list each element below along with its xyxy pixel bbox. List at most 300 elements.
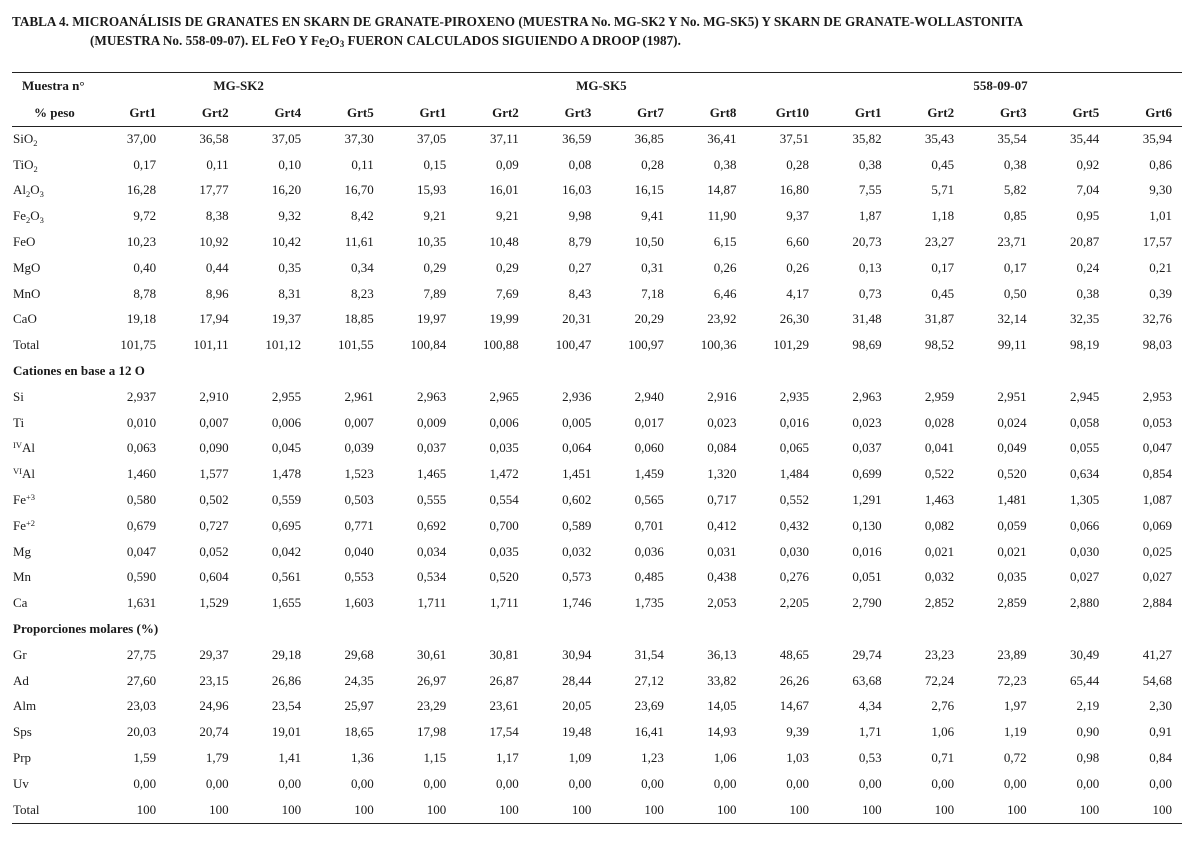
table-cell: 1,603 [344,595,374,611]
table-row [12,178,1182,204]
table-cell: 1,631 [126,595,157,611]
table-cell: 2,936 [562,388,592,404]
table-cell: 10,48 [489,234,519,250]
cation-label [12,461,94,487]
table-cell: 8,96 [205,285,229,301]
table-cell: 20,05 [562,698,592,714]
table-cell: 0,44 [205,259,229,275]
table-cell: 0,35 [278,259,302,275]
table-row [12,332,1182,358]
table-cell: 1,523 [344,466,374,482]
table-cell: 0,679 [126,517,157,533]
table-cell: 0,29 [496,259,519,275]
section-title-proportions: Proporciones molares (%) [13,621,159,637]
table-cell: 0,26 [786,259,810,275]
table-cell: 0,09 [496,156,519,172]
table-cell: 0,060 [634,440,664,456]
table-cell: 0,854 [1142,466,1172,482]
cation-label [12,410,94,436]
table-cell: 0,042 [271,543,302,559]
table-cell: 1,481 [997,492,1027,508]
table-cell: 0,047 [126,543,157,559]
table-cell: 0,032 [924,569,955,585]
table-row [12,668,1182,694]
table-cell: 30,94 [562,646,592,662]
table-cell: 1,41 [278,750,302,766]
table-cell: 9,72 [133,208,157,224]
table-row [12,229,1182,255]
table-row [12,255,1182,281]
table-cell: 24,35 [344,672,374,688]
table-cell: 0,38 [858,156,882,172]
table-cell: 1,36 [350,750,374,766]
table-cell: 98,52 [924,337,955,353]
oxide-symbol: TiO [13,156,34,172]
table-row [12,281,1182,307]
column-header: Grt3 [564,104,592,120]
table-cell: 1,71 [858,724,882,740]
table-cell: 20,74 [199,724,229,740]
table-cell: 0,90 [1076,724,1100,740]
table-cell: 0,00 [496,775,519,791]
column-header: Grt5 [346,104,374,120]
table-cell: 100 [571,801,592,817]
table-cell: 23,71 [997,234,1027,250]
table-cell: 0,047 [1142,440,1172,456]
table-row [12,745,1182,771]
table-cell: 30,81 [489,646,519,662]
table-cell: 100 [644,801,664,817]
table-cell: 0,727 [199,517,229,533]
table-cell: 1,465 [417,466,447,482]
table-cell: 0,10 [278,156,302,172]
table-row [12,203,1182,229]
table-body [12,72,1182,823]
column-header: Grt1 [419,104,447,120]
table-row [12,487,1182,513]
table-cell: 0,023 [707,414,737,430]
table-cell: 10,35 [417,234,447,250]
table-cell: 32,76 [1142,311,1172,327]
table-cell: 100 [136,801,157,817]
table-cell: 9,39 [786,724,810,740]
table-cell: 35,44 [1069,130,1100,146]
oxide-label [12,332,94,358]
table-cell: 18,65 [344,724,374,740]
table-cell: 20,29 [634,311,664,327]
cation-label [12,384,94,410]
cation-label [12,436,94,462]
table-cell: 2,965 [489,388,519,404]
table-cell: 2,945 [1069,388,1100,404]
table-cell: 17,54 [489,724,519,740]
table-cell: 35,54 [997,130,1027,146]
table-cell: 0,590 [126,569,157,585]
table-cell: 6,15 [713,234,737,250]
table-cell: 0,604 [199,569,229,585]
table-cell: 1,320 [707,466,737,482]
table-cell: 1,459 [634,466,664,482]
table-cell: 0,699 [852,466,882,482]
table-cell: 37,05 [271,130,302,146]
table-cell: 18,85 [344,311,374,327]
oxide-symbol: MgO [13,259,41,275]
table-cell: 100 [862,801,882,817]
table-cell: 1,87 [858,208,882,224]
table-row [12,797,1182,823]
table-cell: 100,36 [700,337,737,353]
table-cell: 0,580 [126,492,157,508]
section-row-proportions [12,616,1182,642]
table-cell: 100 [354,801,374,817]
table-cell: 101,55 [337,337,374,353]
table-cell: 0,00 [786,775,810,791]
table-cell: 0,00 [205,775,229,791]
oxide-subscript: 2 [26,189,31,200]
table-cell: 14,93 [707,724,737,740]
table-cell: 0,007 [344,414,374,430]
table-row [12,126,1182,152]
table-cell: 100 [209,801,229,817]
table-cell: 26,30 [779,311,810,327]
table-cell: 0,00 [931,775,955,791]
table-cell: 100 [1152,801,1172,817]
table-cell: 1,577 [199,466,229,482]
table-cell: 26,97 [417,672,447,688]
header-row-columns [12,99,1182,126]
valence-superscript: +3 [26,492,36,503]
table-cell: 0,692 [417,517,447,533]
table-cell: 0,554 [489,492,519,508]
table-cell: 31,48 [852,311,882,327]
table-cell: 36,59 [562,130,592,146]
table-cell: 2,859 [997,595,1027,611]
table-cell: 0,006 [489,414,519,430]
table-cell: 0,72 [1003,750,1027,766]
table-cell: 0,017 [634,414,664,430]
table-cell: 16,01 [489,182,519,198]
table-cell: 0,11 [351,156,374,172]
table-cell: 8,43 [568,285,592,301]
table-cell: 2,935 [779,388,810,404]
table-cell: 0,438 [707,569,737,585]
table-cell: 2,961 [344,388,374,404]
table-cell: 19,37 [271,311,302,327]
table-cell: 19,99 [489,311,519,327]
table-cell: 37,11 [490,130,519,146]
table-cell: 54,68 [1142,672,1172,688]
table-cell: 10,42 [271,234,302,250]
table-cell: 0,553 [344,569,374,585]
table-cell: 9,21 [496,208,519,224]
table-cell: 0,016 [779,414,810,430]
table-cell: 20,87 [1069,234,1100,250]
table-cell: 100 [1007,801,1027,817]
table-cell: 2,884 [1142,595,1172,611]
table-cell: 72,24 [924,672,955,688]
table-cell: 16,20 [271,182,302,198]
oxide-symbol: Total [13,337,40,353]
endmember-label: Total [13,801,40,817]
table-row [12,565,1182,591]
endmember-label: Uv [13,775,29,791]
table-cell: 19,01 [271,724,302,740]
table-cell: 1,15 [423,750,447,766]
table-cell: 23,29 [417,698,447,714]
oxide-subscript-2: 3 [39,215,44,226]
table-cell: 0,00 [1003,775,1027,791]
table-cell: 16,41 [634,724,664,740]
table-cell: 0,86 [1149,156,1172,172]
table-bottom-rule [12,823,1182,824]
table-row [12,513,1182,539]
table-cell: 16,70 [344,182,374,198]
table-cell: 0,032 [562,543,592,559]
table-cell: 0,063 [126,440,157,456]
table-cell: 15,93 [417,182,447,198]
table-cell: 0,565 [634,492,664,508]
table-cell: 0,26 [713,259,737,275]
table-cell: 0,034 [417,543,447,559]
table-cell: 1,23 [641,750,664,766]
table-cell: 1,79 [205,750,229,766]
table-cell: 0,027 [1069,569,1100,585]
table-cell: 2,880 [1069,595,1100,611]
table-cell: 100 [426,801,447,817]
table-cell: 29,68 [344,646,374,662]
table-cell: 10,50 [634,234,664,250]
table-cell: 37,00 [126,130,157,146]
table-cell: 0,11 [206,156,229,172]
column-header: Grt1 [129,104,157,120]
table-cell: 0,021 [924,543,955,559]
table-cell: 0,059 [997,517,1027,533]
cation-label [12,565,94,591]
table-cell: 0,412 [707,517,737,533]
table-cell: 0,503 [344,492,374,508]
cation-symbol: Ca [13,595,28,611]
table-cell: 1,655 [271,595,302,611]
oxide-subscript: 2 [33,163,38,174]
table-cell: 30,49 [1069,646,1100,662]
table-cell: 1,291 [852,492,882,508]
table-cell: 23,23 [924,646,955,662]
table-cell: 0,08 [568,156,592,172]
table-caption [12,12,1182,50]
table-cell: 29,74 [852,646,882,662]
table-cell: 0,00 [133,775,157,791]
header-row-samples [12,72,1182,99]
table-cell: 0,502 [199,492,229,508]
table-cell: 0,035 [997,569,1027,585]
cation-label [12,590,94,616]
table-cell: 17,57 [1142,234,1172,250]
table-cell: 0,276 [779,569,810,585]
column-header: Grt1 [854,104,882,120]
table-row [12,539,1182,565]
column-header: Grt3 [999,104,1027,120]
table-cell: 6,46 [713,285,737,301]
table-row [12,694,1182,720]
table-cell: 0,53 [858,750,882,766]
table-cell: 0,055 [1069,440,1100,456]
table-cell: 16,80 [779,182,810,198]
table-cell: 0,030 [779,543,810,559]
table-cell: 0,98 [1076,750,1100,766]
table-cell: 100 [716,801,737,817]
table-cell: 11,61 [344,234,374,250]
table-cell: 27,75 [126,646,157,662]
cation-label [12,487,94,513]
table-cell: 98,69 [852,337,882,353]
table-cell: 0,053 [1142,414,1172,430]
caption-subscript: 2 [324,39,330,49]
oxide-label [12,229,94,255]
oxide-label [12,281,94,307]
table-cell: 101,12 [265,337,302,353]
table-cell: 0,00 [278,775,302,791]
table-cell: 8,31 [278,285,302,301]
table-row [12,719,1182,745]
table-cell: 0,037 [417,440,447,456]
table-cell: 1,97 [1003,698,1027,714]
table-cell: 0,27 [568,259,592,275]
table-cell: 0,035 [489,440,519,456]
table-cell: 0,065 [779,440,810,456]
table-cell: 0,45 [931,156,955,172]
table-cell: 0,520 [489,569,519,585]
table-cell: 0,031 [707,543,737,559]
table-row [12,384,1182,410]
table-cell: 28,44 [562,672,592,688]
table-cell: 0,15 [423,156,447,172]
table-cell: 35,43 [924,130,955,146]
table-cell: 36,41 [707,130,737,146]
table-cell: 26,26 [779,672,810,688]
table-cell: 23,27 [924,234,955,250]
table-cell: 2,963 [852,388,882,404]
cation-symbol: Mg [13,543,32,559]
table-row [12,771,1182,797]
cation-symbol: Al [21,466,35,482]
table-cell: 36,13 [707,646,737,662]
table-cell: 36,85 [634,130,664,146]
cation-symbol: Fe [13,517,26,533]
endmember-label: Gr [13,646,27,662]
table-cell: 1,484 [779,466,810,482]
table-cell: 0,084 [707,440,737,456]
table-cell: 100 [499,801,519,817]
sample-header-label: Muestra n° [22,77,85,93]
table-cell: 10,92 [199,234,229,250]
table-cell: 0,082 [924,517,955,533]
table-cell: 10,23 [126,234,157,250]
oxide-label [12,203,94,229]
table-cell: 1,59 [133,750,157,766]
table-cell: 101,29 [773,337,810,353]
table-cell: 0,771 [344,517,374,533]
table-cell: 24,96 [199,698,229,714]
table-cell: 0,701 [634,517,664,533]
table-cell: 8,79 [568,234,592,250]
table-cell: 0,007 [199,414,229,430]
table-cell: 0,432 [779,517,810,533]
table-cell: 0,485 [634,569,664,585]
table-cell: 23,89 [997,646,1027,662]
table-cell: 0,069 [1142,517,1172,533]
table-cell: 9,21 [423,208,447,224]
table-cell: 0,39 [1149,285,1172,301]
table-cell: 33,82 [707,672,737,688]
oxide-subscript: 2 [33,137,38,148]
table-cell: 37,30 [344,130,374,146]
table-cell: 20,73 [852,234,882,250]
table-cell: 0,066 [1069,517,1100,533]
table-cell: 0,717 [707,492,737,508]
weight-percent-label: % peso [34,104,75,120]
table-cell: 2,916 [707,388,737,404]
coordination-superscript: VI [13,466,22,477]
table-cell: 7,55 [858,182,882,198]
table-cell: 0,559 [271,492,302,508]
table-cell: 100 [281,801,302,817]
table-cell: 0,028 [924,414,955,430]
table-cell: 0,534 [417,569,447,585]
table-cell: 0,090 [199,440,229,456]
table-cell: 1,03 [786,750,810,766]
table-cell: 36,58 [199,130,229,146]
table-cell: 20,03 [126,724,157,740]
caption-line-1: TABLA 4. MICROANÁLISIS DE GRANATES EN SKARN DE GRANATE-PIROXENO (MUESTRA No. MG-SK2 Y No. MG-SK5) Y SKARN DE GRANATE-WOLLASTONITA [12,14,1024,29]
table-cell: 100 [1079,801,1100,817]
table-cell: 31,87 [924,311,955,327]
oxide-symbol-part: O [30,208,40,224]
table-cell: 30,61 [417,646,447,662]
table-cell: 0,40 [133,259,157,275]
table-cell: 1,19 [1003,724,1027,740]
table-cell: 19,97 [417,311,447,327]
table-cell: 0,589 [562,517,592,533]
table-cell: 14,05 [707,698,737,714]
table-cell: 2,955 [271,388,302,404]
table-cell: 0,71 [931,750,955,766]
oxide-label [12,152,94,178]
table-cell: 0,00 [1076,775,1100,791]
oxide-label [12,126,94,152]
caption-line-2-part-c: FUERON CALCULADOS SIGUIENDO A DROOP (1987). [344,33,681,48]
oxide-subscript-2: 3 [39,189,44,200]
table-cell: 4,34 [858,698,882,714]
table-cell: 0,024 [997,414,1027,430]
oxide-label [12,307,94,333]
table-cell: 32,14 [997,311,1027,327]
table-cell: 0,34 [350,259,374,275]
table-cell: 0,29 [423,259,447,275]
table-row [12,410,1182,436]
table-cell: 8,23 [350,285,374,301]
table-cell: 1,529 [199,595,229,611]
column-header: Grt6 [1145,104,1172,120]
table-cell: 0,045 [271,440,302,456]
table-cell: 0,00 [713,775,737,791]
table-cell: 72,23 [997,672,1027,688]
table-cell: 0,92 [1076,156,1100,172]
table-cell: 1,087 [1142,492,1172,508]
table-cell: 0,00 [1149,775,1172,791]
table-cell: 0,31 [641,259,664,275]
table-cell: 26,86 [271,672,302,688]
table-cell: 0,006 [271,414,302,430]
